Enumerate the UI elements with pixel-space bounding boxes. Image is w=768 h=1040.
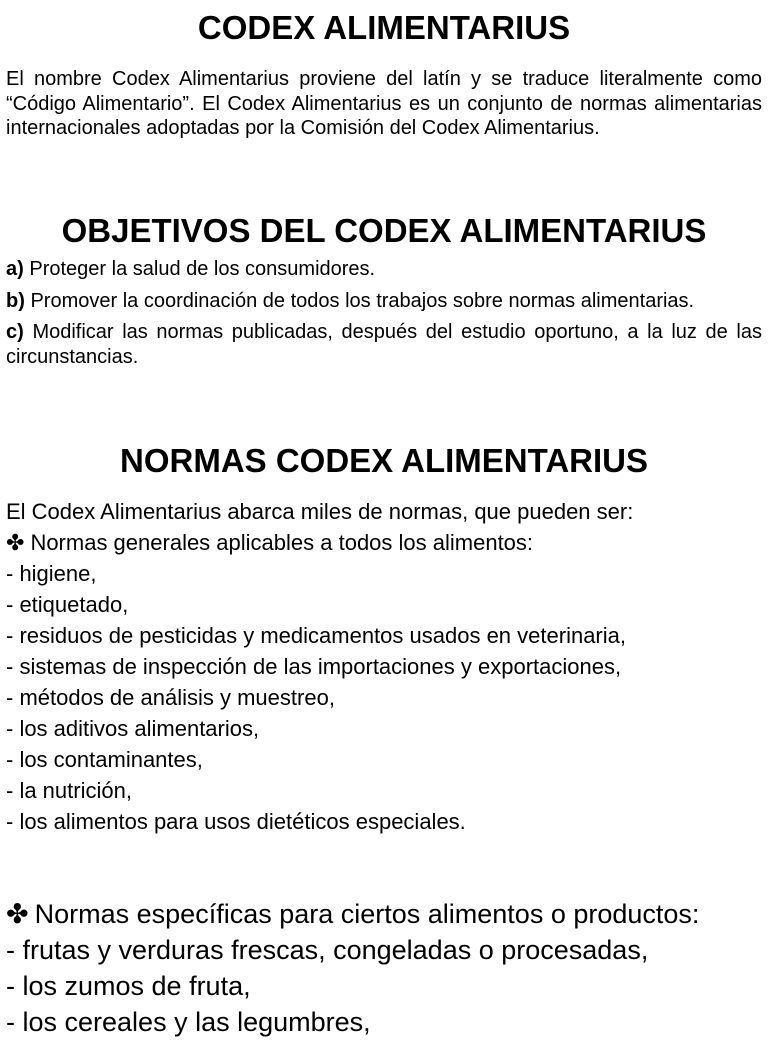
intro-paragraph: El nombre Codex Alimentarius proviene del latín y se traduce literalmente como “Código Alimentario”. El Codex Alimentarius es un conjunto de normas alimentarias internacionales adoptadas por la Comisión del Codex Alimentarius.: [6, 68, 762, 139]
general-norms-heading-text: Normas generales aplicables a todos los alimentos:: [30, 530, 534, 555]
page-title: CODEX ALIMENTARIUS: [197, 9, 571, 46]
clover-bullet-icon: ✤: [6, 530, 25, 555]
list-item: - los zumos de fruta,: [6, 971, 251, 1001]
list-item: - la nutrición,: [6, 778, 132, 803]
list-item: - residuos de pesticidas y medicamentos usados en veterinaria,: [6, 623, 626, 648]
objective-text: Modificar las normas publicadas, después del estudio oportuno, a la luz de las circunstancias.: [6, 321, 762, 368]
specific-norms-list: [6, 896, 766, 1040]
general-norms-heading: [6, 527, 762, 558]
list-item: - los alimentos para usos dietéticos especiales.: [6, 809, 466, 834]
objective-item: [6, 289, 762, 314]
list-item: - etiquetado,: [6, 592, 129, 617]
list-item: - los contaminantes,: [6, 747, 203, 772]
objective-item: [6, 257, 762, 282]
normas-intro-text: El Codex Alimentarius abarca miles de normas, que pueden ser:: [6, 499, 634, 524]
specific-norms-heading-text: Normas específicas para ciertos alimentos o productos:: [34, 899, 700, 929]
objectives-heading: OBJETIVOS DEL CODEX ALIMENTARIUS: [61, 212, 707, 249]
objective-letter: a): [6, 258, 24, 280]
list-item: - los aditivos alimentarios,: [6, 716, 260, 741]
objective-item: [6, 320, 762, 369]
objective-text: Proteger la salud de los consumidores.: [29, 258, 376, 280]
specific-norms-heading: [6, 896, 766, 932]
list-item: - métodos de análisis y muestreo,: [6, 685, 335, 710]
clover-bullet-icon: ✤: [6, 899, 29, 929]
list-item: - frutas y verduras frescas, congeladas o procesadas,: [6, 935, 649, 965]
list-item: - los cereales y las legumbres,: [6, 1007, 371, 1037]
normas-heading: NORMAS CODEX ALIMENTARIUS: [120, 442, 648, 479]
objective-letter: c): [6, 321, 24, 343]
list-item: - higiene,: [6, 561, 97, 586]
objective-text: Promover la coordinación de todos los trabajos sobre normas alimentarias.: [30, 289, 695, 312]
objectives-list: [6, 257, 762, 376]
general-norms-list: [6, 527, 762, 837]
objective-letter: b): [6, 289, 25, 312]
list-item: - sistemas de inspección de las importaciones y exportaciones,: [6, 654, 622, 679]
